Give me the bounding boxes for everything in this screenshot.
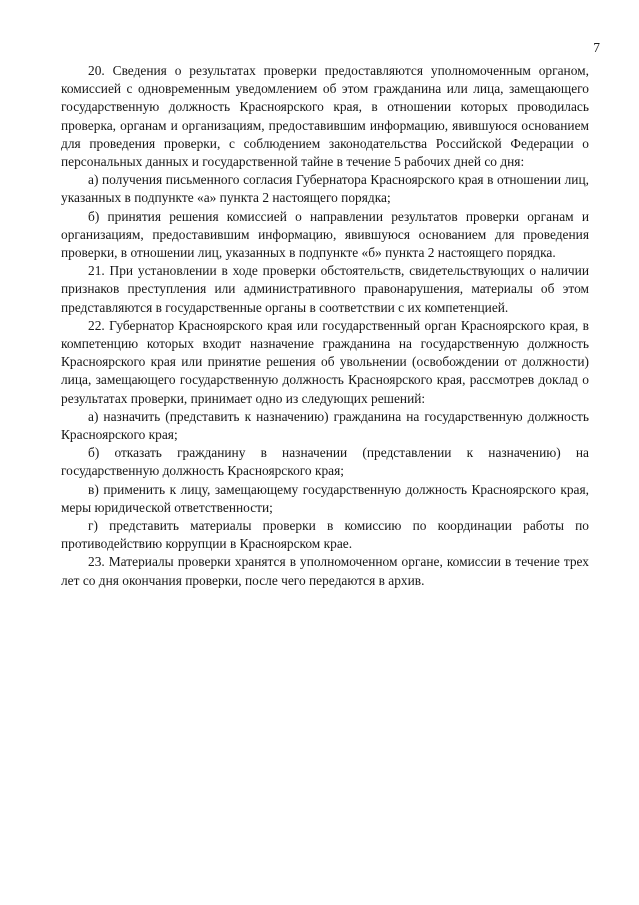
- paragraph-20: 20. Сведения о результатах проверки предоставляются уполномоченным органом, комиссией с одновременным уведомлением об этом гражданина или лица, замещающего государственную должность Красноярского края, в отношении которых проводилась проверка, органам и организациям, предоставившим информацию, явившуюся основанием для проведения проверки, с соблюдением законодательства Российской Федерации о персональных данных и государственной тайне в течение 5 рабочих дней со дня:: [61, 63, 589, 170]
- paragraph-22v: в) применить к лицу, замещающему государственную должность Красноярского края, меры юридической ответственности;: [61, 481, 589, 515]
- paragraph-22b: б) отказать гражданину в назначении (представлении к назначению) на государственную должность Красноярского края;: [61, 445, 589, 479]
- document-body: [61, 62, 589, 590]
- paragraph-21: 21. При установлении в ходе проверки обстоятельств, свидетельствующих о наличии признаков преступления или административного правонарушения, материалы об этом представляются в государственные органы в соответствии с их компетенцией.: [61, 263, 589, 315]
- paragraph-22a: а) назначить (представить к назначению) гражданина на государственную должность Красноярского края;: [61, 408, 589, 443]
- paragraph-20a: а) получения письменного согласия Губернатора Красноярского края в отношении лиц, указанных в подпункте «а» пункта 2 настоящего порядка;: [61, 172, 589, 206]
- paragraph-22g: г) представить материалы проверки в комиссию по координации работы по противодействию коррупции в Красноярском крае.: [61, 518, 589, 552]
- page-number: 7: [593, 40, 600, 55]
- paragraph-23: 23. Материалы проверки хранятся в уполномоченном органе, комиссии в течение трех лет со дня окончания проверки, после чего передаются в архив.: [61, 554, 589, 588]
- paragraph-20b: б) принятия решения комиссией о направлении результатов проверки органам и организациям, предоставившим информацию, явившуюся основанием для проведения проверки, в отношении лиц, указанных в подпункте «б» пункта 2 настоящего порядка.: [61, 208, 589, 261]
- paragraph-22: 22. Губернатор Красноярского края или государственный орган Красноярского края, в компетенцию которых входит назначение гражданина на государственную должность Красноярского края или принятие решения об увольнении (освобождении от должности) лица, замещающего государственную должность Красноярского края, рассмотрев доклад о результатах проверки, принимает одно из следующих решений:: [61, 317, 589, 406]
